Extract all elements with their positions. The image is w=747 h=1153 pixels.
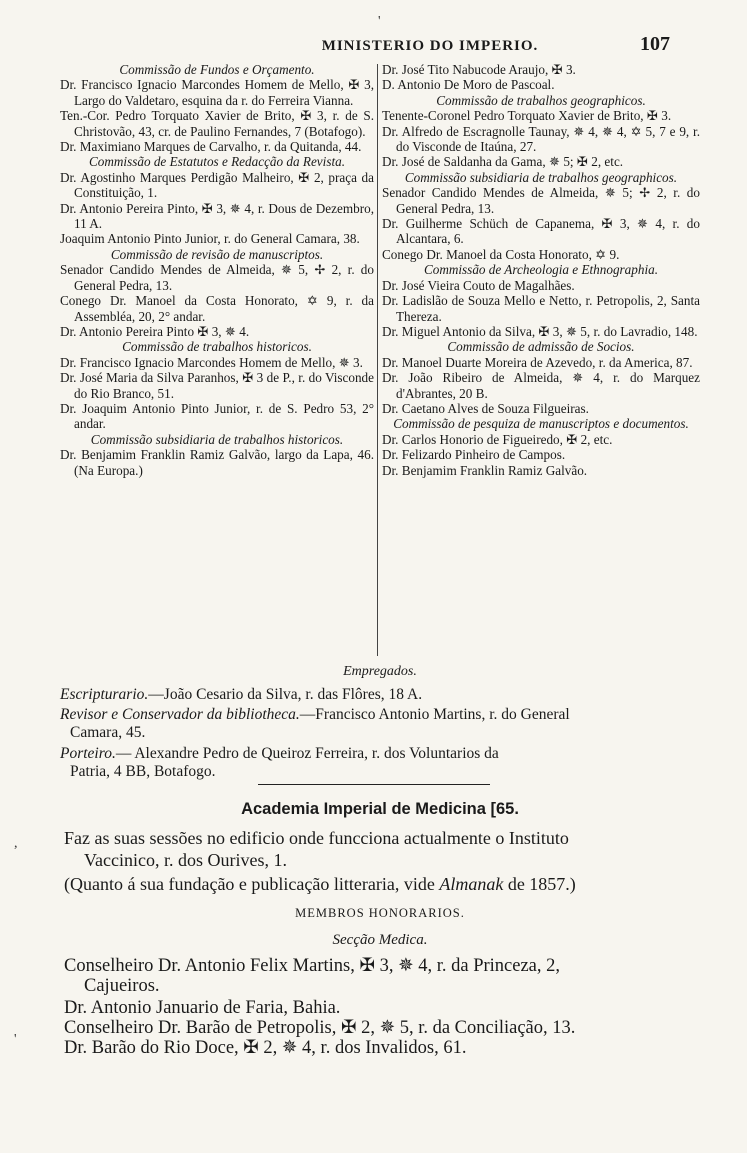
member-entry: Dr. Carlos Honorio de Figueiredo, ✠ 2, etc.	[382, 431, 613, 447]
commission-heading: Commissão de Archeologia e Ethnographia.	[423, 262, 659, 278]
margin-mark: '	[378, 14, 381, 29]
commission-heading: Commissão de pesquiza de manuscriptos e documentos.	[393, 416, 689, 432]
member-text-cont: Cajueiros.	[84, 976, 160, 996]
empregado-text-cont: Camara, 45.	[70, 723, 146, 741]
margin-mark: '	[14, 1032, 17, 1047]
seccao-title: Secção Medica.	[332, 932, 428, 948]
academia-line-3	[64, 874, 704, 894]
role-label: Revisor e Conservador da bibliotheca.	[60, 706, 300, 723]
role-label: Porteiro.	[60, 745, 116, 762]
commission-heading: Commissão de Estatutos e Redacção da Revista.	[88, 154, 346, 170]
member-entry: Ten.-Cor. Pedro Torquato Xavier de Brito, ✠ 3, r. de S. Christovão, 43, cr. de Paulino Fernandes, 7 (Botafogo).	[60, 108, 374, 139]
column-divider	[377, 64, 378, 656]
member-entry: Dr. Maximiano Marques de Carvalho, r. da Quitanda, 44.	[60, 139, 362, 155]
page-number: 107	[640, 33, 670, 55]
running-head: MINISTERIO DO IMPERIO.	[321, 38, 539, 54]
commission-heading: Commissão de trabalhos geographicos.	[436, 92, 646, 108]
member-entry: Senador Candido Mendes de Almeida, ✵ 5, ✢ 2, r. do General Pedra, 13.	[60, 262, 374, 293]
member-entry	[64, 956, 704, 996]
member-entry: Conego Dr. Manoel da Costa Honorato, ✡ 9.	[382, 246, 620, 262]
member-entry: Dr. Benjamim Franklin Ramiz Galvão.	[382, 462, 588, 478]
member-entry: Dr. Caetano Alves de Souza Filgueiras.	[382, 400, 589, 416]
member-entry: Dr. Miguel Antonio da Silva, ✠ 3, ✵ 5, r. do Lavradio, 148.	[382, 323, 698, 339]
member-entry: Dr. José Maria da Silva Paranhos, ✠ 3 de P., r. do Visconde do Rio Branco, 51.	[60, 370, 374, 401]
empregado-text: —João Cesario da Silva, r. das Flôres, 18 A.	[148, 686, 423, 703]
almanak-reference: Almanak	[439, 874, 504, 894]
commission-heading: Commissão de Fundos e Orçamento.	[119, 62, 315, 77]
commission-heading: Commissão de revisão de manuscriptos.	[110, 246, 324, 262]
member-entry: Dr. Francisco Ignacio Marcondes Homem de Mello, ✠ 3, Largo do Valdetaro, esquina da r. do Ferreira Vianna.	[60, 77, 374, 108]
academia-line-2: Vaccinico, r. dos Ourives, 1.	[84, 850, 287, 870]
member-entry: Dr. João Ribeiro de Almeida, ✵ 4, r. do Marquez d'Abrantes, 20 B.	[382, 370, 700, 401]
commission-heading: Commissão subsidiaria de trabalhos historicos.	[90, 431, 344, 447]
member-entry: Dr. José de Saldanha da Gama, ✵ 5; ✠ 2, etc.	[382, 154, 624, 170]
member-entry: Dr. Ladislão de Souza Mello e Netto, r. Petropolis, 2, Santa Thereza.	[382, 293, 700, 324]
academia-line-3-prefix: (Quanto á sua fundação e publicação litteraria, vide	[64, 874, 435, 894]
right-column	[382, 62, 700, 478]
member-text: Conselheiro Dr. Antonio Felix Martins, ✠ 3, ✵ 4, r. da Princeza, 2,	[64, 956, 561, 976]
commission-heading: Commissão de trabalhos historicos.	[122, 339, 312, 355]
member-entry: Dr. José Tito Nabucode Araujo, ✠ 3.	[382, 62, 576, 77]
member-entry: Conselheiro Dr. Barão de Petropolis, ✠ 2, ✵ 5, r. da Conciliação, 13.	[64, 1018, 576, 1038]
member-entry: Dr. Benjamim Franklin Ramiz Galvão, largo da Lapa, 46. (Na Europa.)	[60, 447, 374, 478]
empregado-text: — Alexandre Pedro de Queiroz Ferreira, r. dos Voluntarios da	[115, 745, 499, 762]
academia-line-3-suffix: de 1857.)	[507, 874, 576, 894]
role-label: Escripturario.	[60, 686, 149, 703]
member-entry: Senador Candido Mendes de Almeida, ✵ 5; ✢ 2, r. do General Pedra, 13.	[382, 185, 700, 216]
member-entry: Dr. José Vieira Couto de Magalhães.	[382, 277, 575, 293]
academia-line-1: Faz as suas sessões no edificio onde funcciona actualmente o Instituto	[64, 828, 569, 848]
academia-title: Academia Imperial de Medicina [65.	[241, 800, 519, 818]
member-entry: Tenente-Coronel Pedro Torquato Xavier de Brito, ✠ 3.	[382, 108, 672, 124]
member-entry: Dr. Manoel Duarte Moreira de Azevedo, r. da America, 87.	[382, 354, 693, 370]
empregado-text-cont: Patria, 4 BB, Botafogo.	[70, 762, 216, 780]
empregado-revisor	[60, 706, 700, 741]
member-entry: Dr. Agostinho Marques Perdigão Malheiro, ✠ 2, praça da Constituição, 1.	[60, 169, 374, 201]
empregado-escripturario	[60, 686, 700, 704]
member-entry: D. Antonio De Moro de Pascoal.	[382, 77, 555, 93]
member-entry: Dr. Alfredo de Escragnolle Taunay, ✵ 4, ✵ 4, ✡ 5, 7 e 9, r. do Visconde de Itaúna, 27.	[382, 123, 700, 155]
commission-heading: Commissão subsidiaria de trabalhos geographicos.	[404, 169, 678, 185]
member-entry: Dr. Antonio Pereira Pinto, ✠ 3, ✵ 4, r. Dous de Dezembro, 11 A.	[60, 200, 374, 232]
commission-heading: Commissão de admissão de Socios.	[447, 339, 635, 355]
member-entry: Dr. Felizardo Pinheiro de Campos.	[382, 447, 566, 463]
empregados-title: Empregados.	[343, 664, 417, 679]
member-entry: Dr. Joaquim Antonio Pinto Junior, r. de S. Pedro 53, 2° andar.	[60, 400, 374, 432]
member-entry: Dr. Barão do Rio Doce, ✠ 2, ✵ 4, r. dos Invalidos, 61.	[64, 1038, 467, 1058]
member-entry: Joaquim Antonio Pinto Junior, r. do General Camara, 38.	[60, 231, 360, 247]
section-rule	[258, 784, 490, 785]
member-entry: Dr. Guilherme Schüch de Capanema, ✠ 3, ✵ 4, r. do Alcantara, 6.	[382, 216, 700, 247]
two-column-body	[60, 62, 700, 658]
empregado-porteiro	[60, 745, 700, 780]
member-entry: Conego Dr. Manoel da Costa Honorato, ✡ 9, r. da Assembléa, 20, 2° andar.	[60, 293, 374, 324]
membros-title: MEMBROS HONORARIOS.	[295, 906, 465, 920]
left-column	[60, 62, 374, 478]
margin-mark: ,	[14, 836, 18, 851]
member-entry: Dr. Francisco Ignacio Marcondes Homem de Mello, ✵ 3.	[60, 354, 363, 370]
empregado-text: —Francisco Antonio Martins, r. do General	[299, 706, 570, 723]
member-entry: Dr. Antonio Januario de Faria, Bahia.	[64, 998, 341, 1018]
member-entry: Dr. Antonio Pereira Pinto ✠ 3, ✵ 4.	[60, 323, 250, 339]
